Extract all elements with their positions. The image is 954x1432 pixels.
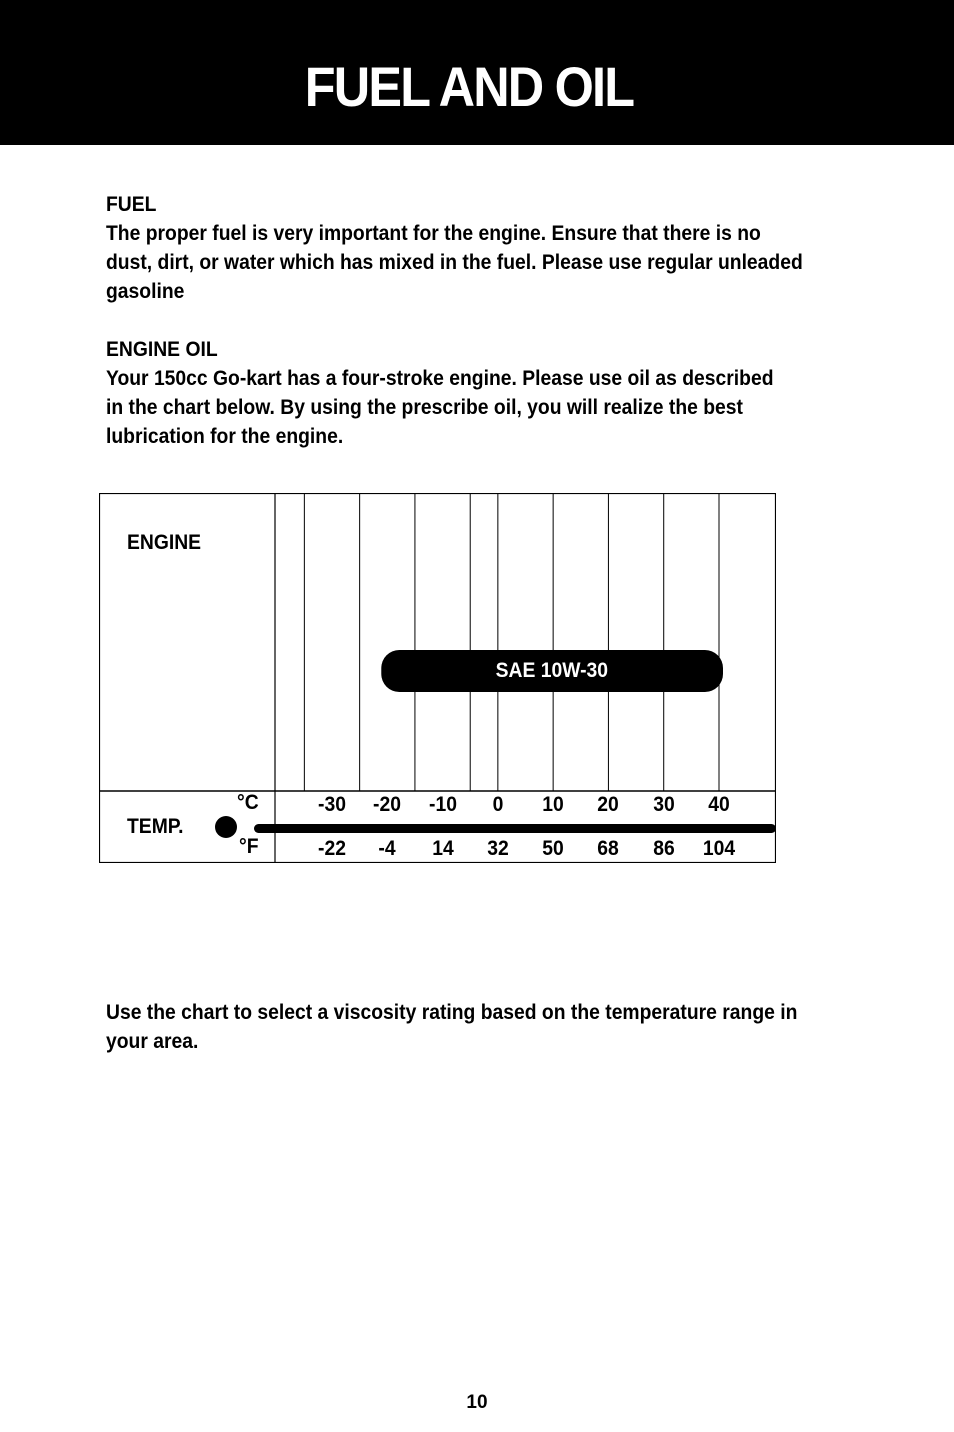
fahrenheit-tick-label: 14 — [431, 837, 454, 860]
celsius-tick-label: -20 — [373, 793, 402, 816]
fahrenheit-unit-label: °F — [239, 835, 259, 858]
celsius-unit-label: °C — [237, 791, 259, 814]
fuel-line: gasoline — [106, 280, 185, 303]
engine-oil-line: Your 150cc Go-kart has a four-stroke engine. Please use oil as described — [106, 367, 774, 390]
celsius-tick-label: -30 — [318, 793, 346, 816]
fahrenheit-tick-label: 68 — [597, 837, 620, 860]
fahrenheit-tick-label: 32 — [487, 837, 509, 860]
fahrenheit-tick-label: 50 — [542, 837, 564, 860]
page-title: FUEL AND OIL — [304, 55, 634, 118]
footer-note — [106, 998, 798, 1056]
temperature-scale-bar — [254, 824, 776, 833]
engine-oil-heading: ENGINE OIL — [106, 338, 218, 361]
sae-grade-label: SAE 10W-30 — [495, 659, 609, 682]
engine-row-label: ENGINE — [127, 531, 202, 554]
celsius-tick-label: 0 — [492, 793, 504, 816]
celsius-tick-label: -10 — [428, 793, 457, 816]
fahrenheit-tick-label: 104 — [702, 837, 736, 860]
fahrenheit-tick-label: -4 — [378, 837, 396, 860]
engine-oil-line: in the chart below. By using the prescribe oil, you will realize the best — [106, 396, 743, 419]
page-number: 10 — [466, 1392, 488, 1413]
engine-oil-section — [106, 335, 787, 451]
thermometer-bulb — [215, 816, 237, 838]
celsius-tick-label: 10 — [542, 793, 564, 816]
oil-viscosity-chart — [99, 493, 776, 863]
fuel-body — [106, 219, 803, 306]
fuel-heading: FUEL — [106, 193, 157, 216]
footer-note-line: Use the chart to select a viscosity rating based on the temperature range in — [106, 1001, 798, 1024]
footer-note-line: your area. — [106, 1030, 199, 1053]
engine-oil-body — [106, 364, 787, 451]
fuel-line: The proper fuel is very important for the engine. Ensure that there is no — [106, 222, 761, 245]
celsius-tick-label: 20 — [597, 793, 620, 816]
fahrenheit-tick-label: 86 — [652, 837, 675, 860]
fuel-section — [106, 190, 803, 306]
fuel-line: dust, dirt, or water which has mixed in the fuel. Please use regular unleaded — [106, 251, 803, 274]
celsius-tick-label: 30 — [652, 793, 675, 816]
engine-oil-line: lubrication for the engine. — [106, 425, 344, 448]
temp-row-label: TEMP. — [127, 815, 184, 838]
fahrenheit-tick-label: -22 — [318, 837, 346, 860]
celsius-tick-label: 40 — [708, 793, 730, 816]
